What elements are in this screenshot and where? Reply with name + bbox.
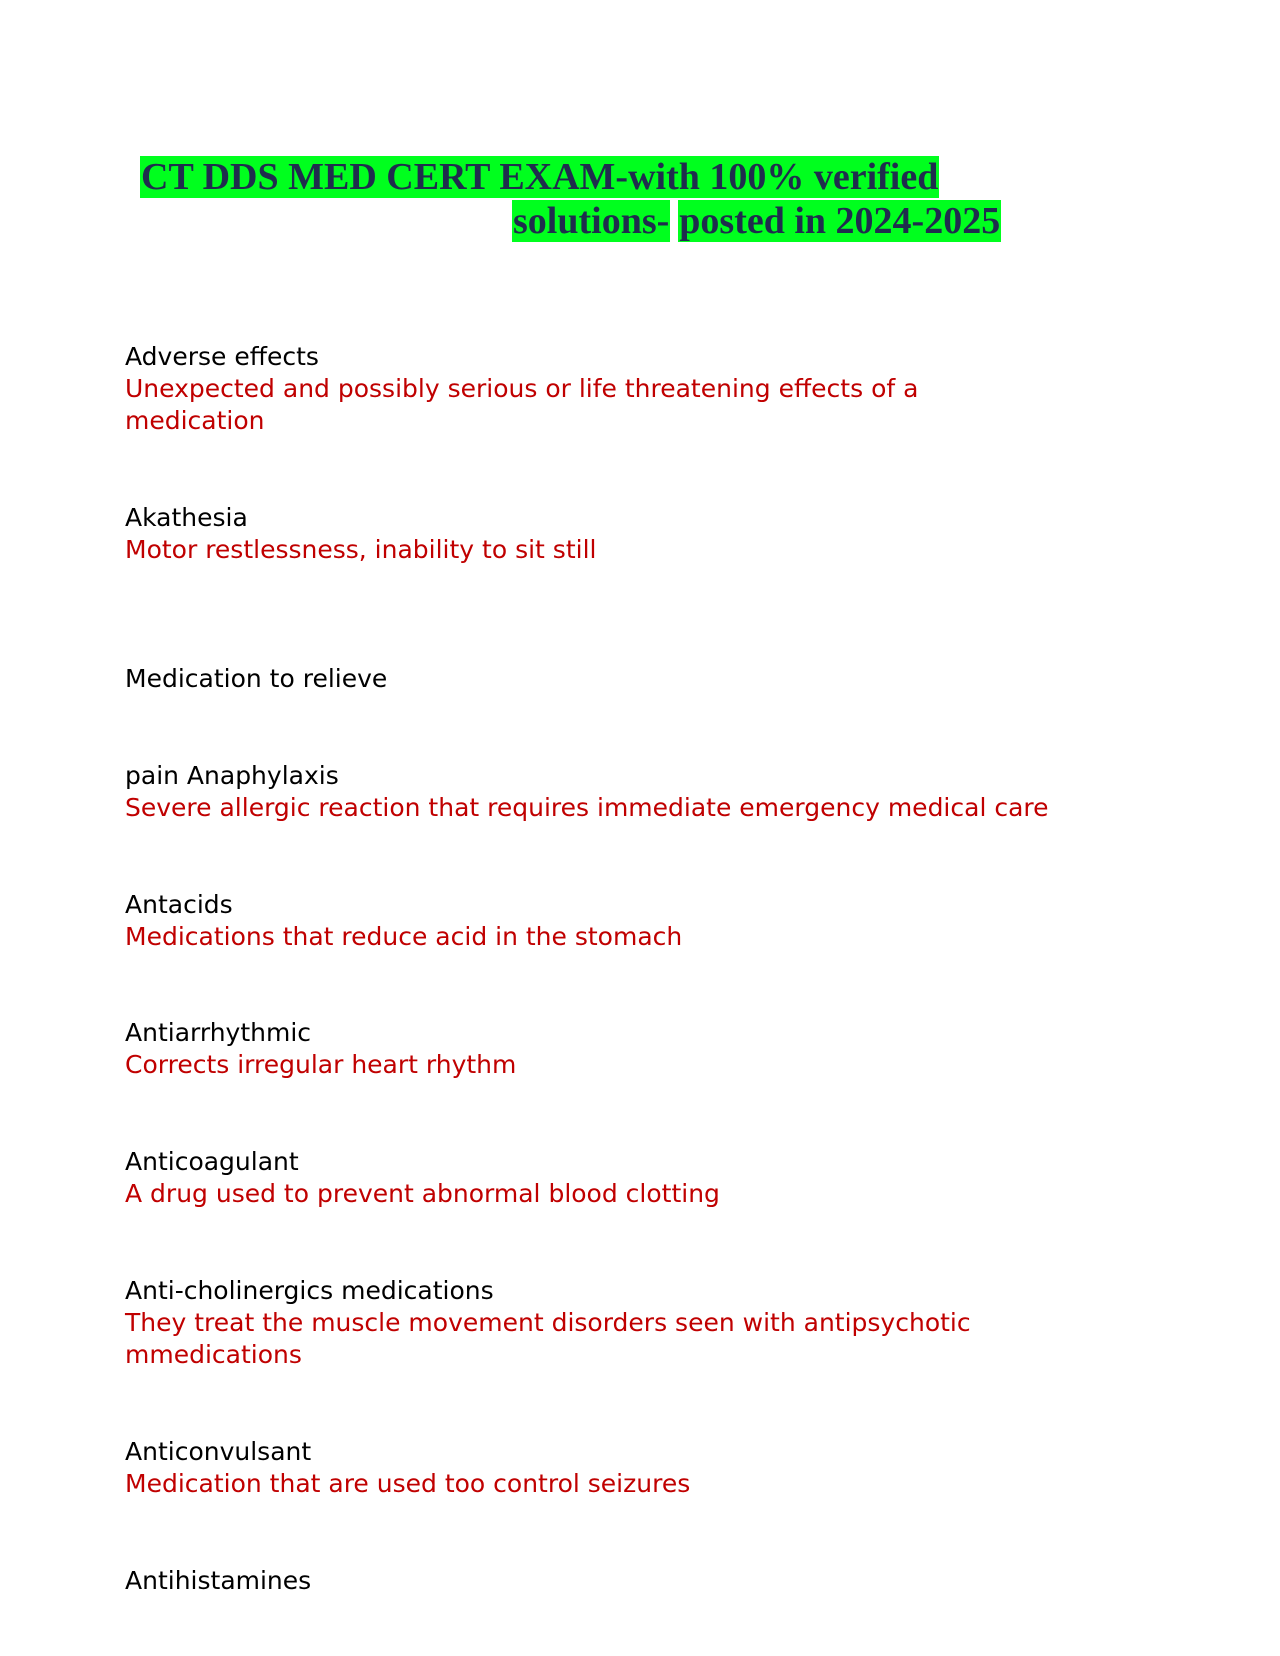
entry-definition: Unexpected and possibly serious or life threatening effects of a bbox=[125, 374, 919, 403]
entry-definition: Medications that reduce acid in the stomach bbox=[125, 922, 683, 951]
entry-term: Adverse effects bbox=[125, 342, 319, 371]
document-title-line-2 bbox=[512, 199, 1001, 243]
glossary-entry bbox=[125, 1146, 720, 1210]
entry-term: Anticoagulant bbox=[125, 1147, 299, 1176]
document-title-line-1 bbox=[140, 155, 939, 199]
glossary-entry bbox=[125, 760, 1049, 824]
glossary-entry bbox=[125, 341, 918, 437]
glossary-entry bbox=[125, 889, 682, 953]
glossary-entry bbox=[125, 1436, 690, 1500]
entry-definition: Corrects irregular heart rhythm bbox=[125, 1050, 517, 1079]
entry-definition: mmedications bbox=[125, 1340, 302, 1369]
glossary-entry bbox=[125, 1565, 311, 1597]
entry-term: pain Anaphylaxis bbox=[125, 761, 339, 790]
entry-term: Antihistamines bbox=[125, 1566, 312, 1595]
entry-definition: Severe allergic reaction that requires immediate emergency medical care bbox=[125, 793, 1049, 822]
entry-definition: A drug used to prevent abnormal blood clotting bbox=[125, 1179, 720, 1208]
title-highlight: solutions- bbox=[513, 200, 670, 242]
entry-term: Anti-cholinergics medications bbox=[125, 1276, 494, 1305]
title-highlight: CT DDS MED CERT EXAM-with 100% verified bbox=[141, 156, 939, 198]
entry-term: Anticonvulsant bbox=[125, 1437, 312, 1466]
title-highlight: posted in 2024-2025 bbox=[679, 200, 1001, 242]
entry-term: Antacids bbox=[125, 890, 233, 919]
entry-term: Akathesia bbox=[125, 503, 248, 532]
entry-term: Antiarrhythmic bbox=[125, 1018, 312, 1047]
glossary-entry bbox=[125, 663, 387, 695]
glossary-entry bbox=[125, 1017, 516, 1081]
glossary-entry bbox=[125, 502, 596, 566]
entry-definition: Medication that are used too control seizures bbox=[125, 1469, 691, 1498]
entry-term: Medication to relieve bbox=[125, 664, 388, 693]
glossary-entry bbox=[125, 1275, 971, 1371]
entry-definition: Motor restlessness, inability to sit still bbox=[125, 535, 597, 564]
entry-definition: medication bbox=[125, 406, 265, 435]
entry-definition: They treat the muscle movement disorders seen with antipsychotic bbox=[125, 1308, 971, 1337]
